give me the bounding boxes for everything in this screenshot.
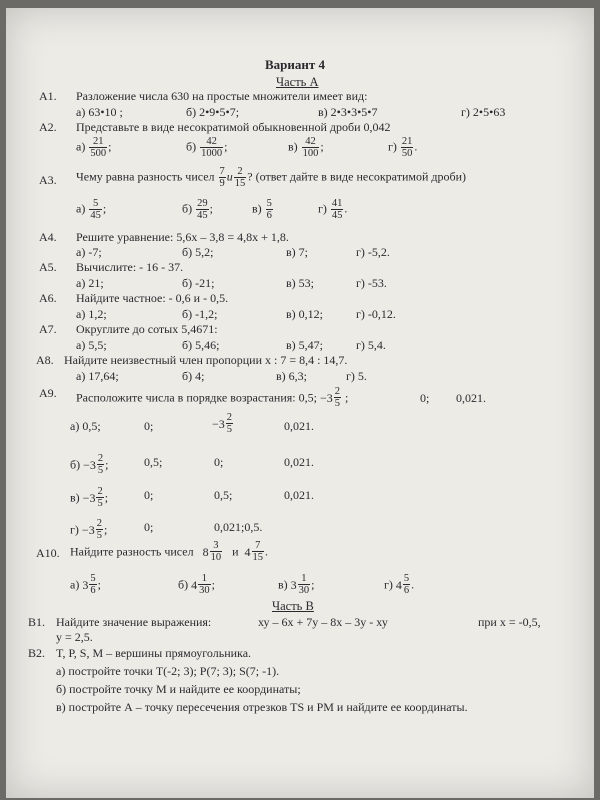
answer-option: 0,5; — [144, 455, 163, 469]
answer-option: б) 4; — [182, 369, 205, 383]
answer-option: г) 4 5 6 . — [384, 573, 415, 596]
answer-option: б) 5,2; — [182, 245, 214, 259]
answer-option: г) −3 2 5 ; — [70, 518, 108, 541]
fraction: 2 5 — [96, 518, 102, 541]
fraction: $\frac{21}{500}$ — [90, 136, 107, 159]
part-b-heading: Часть В — [272, 599, 314, 613]
answer-option: 0,5; — [214, 488, 233, 502]
answer-option: б) -21; — [182, 276, 215, 290]
question-text: Найдите значение выражения: — [56, 615, 212, 629]
fraction: 2 5 — [226, 412, 233, 435]
answer-option: 0,021. — [284, 419, 314, 433]
answer-option: в) 7; — [286, 245, 308, 259]
question-number: А10. — [36, 546, 60, 560]
answer-option: г) 5. — [346, 369, 367, 383]
question-number: А4. — [39, 230, 57, 244]
answer-option: б) $\frac{42}{1000}$ ; — [186, 136, 228, 159]
question-text: Найдите неизвестный член пропорции х : 7 = 8,4 : 14,7. — [64, 353, 348, 367]
answer-option: в) $\frac{5}{6}$ — [252, 198, 272, 221]
task-item: а) постройте точки T(-2; 3); P(7; 3); S(7; -1). — [56, 664, 280, 678]
page-title: Вариант 4 — [265, 57, 326, 72]
answer-option: в) 5,47; — [286, 338, 323, 352]
expression: ху – 6х + 7у – 8х – 3у - ху — [258, 615, 388, 629]
question-number: А8. — [36, 353, 54, 367]
question-text: Вычислите: - 16 - 37. — [76, 260, 184, 274]
answer-option: г) -0,12. — [356, 307, 396, 321]
question-text: 0,021. — [456, 391, 486, 405]
answer-option: г) 5,4. — [356, 338, 386, 352]
answer-option: в) 53; — [286, 276, 314, 290]
fraction: $\frac{42}{1000}$ — [201, 136, 223, 159]
fraction: 5 6 — [403, 573, 410, 596]
question-text: T, P, S, M – вершины прямоугольника. — [56, 646, 252, 660]
question-number: В1. — [28, 615, 46, 629]
question-text: Чему равна разность чисел $\frac{7}{9}$ и $\frac{2}{15}$ ? (ответ дайте в виде несократимой дроби) — [76, 166, 467, 189]
fraction: $\frac{2}{15}$ — [234, 166, 246, 189]
answer-option: г) $\frac{21}{50}$ . — [388, 136, 418, 159]
fraction: 2 5 — [97, 453, 104, 476]
answer-option: б) $\frac{29}{45}$ ; — [182, 198, 213, 221]
answer-option: г) -5,2. — [356, 245, 390, 259]
answer-option: г) -53. — [356, 276, 387, 290]
question-number: А7. — [39, 322, 57, 336]
question-text: Решите уравнение: 5,6х – 3,8 = 4,8х + 1,8. — [76, 230, 289, 244]
fraction: $\frac{21}{50}$ — [401, 136, 413, 159]
answer-option: 0,021. — [284, 488, 314, 502]
answer-option: а) $\frac{5}{45}$ ; — [76, 198, 107, 221]
answer-option: а) -7; — [76, 245, 102, 259]
question-number: А3. — [39, 173, 57, 187]
answer-option: а) 1,2; — [76, 307, 107, 321]
question-number: А5. — [39, 260, 57, 274]
answer-option: а) $\frac{21}{500}$ ; — [76, 136, 112, 159]
answer-option: 0,021;0,5. — [214, 520, 263, 534]
question-text: Разложение числа 630 на простые множители имеет вид: — [76, 89, 368, 103]
worksheet-page — [6, 8, 594, 798]
answer-option: а) 5,5; — [76, 338, 107, 352]
fraction: 1 30 — [298, 573, 310, 596]
fraction: 2 5 — [97, 486, 103, 509]
answer-option: а) 0,5; — [70, 419, 101, 433]
fraction: $\frac{42}{100}$ — [302, 136, 319, 159]
answer-option: а) 17,64; — [76, 369, 119, 383]
answer-option: б) −3 2 5 ; — [70, 453, 109, 476]
answer-option: в) 6,3; — [276, 369, 307, 383]
answer-option: 0; — [144, 419, 154, 433]
answer-option: 0; — [214, 455, 224, 469]
answer-option: б) 5,46; — [182, 338, 220, 352]
fraction: $\frac{41}{45}$ — [331, 198, 343, 221]
task-item: б) постройте точку M и найдите ее координаты; — [56, 682, 301, 696]
fraction: 1 30 — [199, 573, 210, 596]
question-number: В2. — [28, 646, 46, 660]
question-text: Представьте в виде несократимой обыкновенной дроби 0,042 — [76, 120, 391, 134]
fraction: 3 10 — [210, 540, 222, 563]
condition-text: у = 2,5. — [56, 630, 93, 644]
fraction: $\frac{29}{45}$ — [197, 198, 208, 221]
fraction: $\frac{7}{9}$ — [219, 166, 225, 189]
fraction: 7 15 — [252, 540, 264, 563]
fraction: $\frac{5}{45}$ — [90, 198, 101, 221]
answer-option: 0,021. — [284, 455, 314, 469]
answer-option: в) $\frac{42}{100}$ ; — [288, 136, 324, 159]
fraction: 2 5 — [334, 386, 340, 409]
answer-option: а) 21; — [76, 276, 104, 290]
answer-option: 0; — [144, 488, 154, 502]
question-text: 0; — [420, 391, 430, 405]
question-text: Округлите до сотых 5,4671: — [76, 322, 218, 336]
part-a-heading: Часть А — [276, 75, 319, 89]
answer-option: в) 3 1 30 ; — [278, 573, 315, 596]
question-number: А2. — [39, 120, 57, 134]
answer-option: б) 4 1 30 ; — [178, 573, 215, 596]
fraction: 5 6 — [90, 573, 96, 596]
question-number: А9. — [39, 386, 57, 400]
answer-option: а) 63•10 ; — [76, 105, 123, 119]
answer-option: в) 2•3•3•5•7 — [318, 105, 378, 119]
answer-option: г) 2•5•63 — [461, 105, 506, 119]
question-text: Расположите числа в порядке возрастания: 0,5; −3 2 5 ; — [76, 386, 349, 409]
answer-option: 0; — [144, 520, 154, 534]
question-text: Найдите разность чисел 8 3 10 и 4 7 15 . — [70, 540, 269, 563]
answer-option: г) $\frac{41}{45}$ . — [318, 198, 348, 221]
answer-option: б) 2•9•5•7; — [186, 105, 240, 119]
answer-option: −3 2 5 — [212, 412, 233, 435]
question-text: Найдите частное: - 0,6 и - 0,5. — [76, 291, 229, 305]
answer-option: в) 0,12; — [286, 307, 323, 321]
answer-option: б) -1,2; — [182, 307, 218, 321]
answer-option: а) 3 5 6 ; — [70, 573, 101, 596]
task-item: в) постройте А – точку пересечения отрезков TS и PM и найдите ее координаты. — [56, 700, 468, 714]
question-number: А6. — [39, 291, 57, 305]
question-number: А1. — [39, 89, 57, 103]
condition-text: при х = -0,5, — [478, 615, 541, 629]
answer-option: в) −3 2 5 ; — [70, 486, 109, 509]
fraction: $\frac{5}{6}$ — [266, 198, 272, 221]
